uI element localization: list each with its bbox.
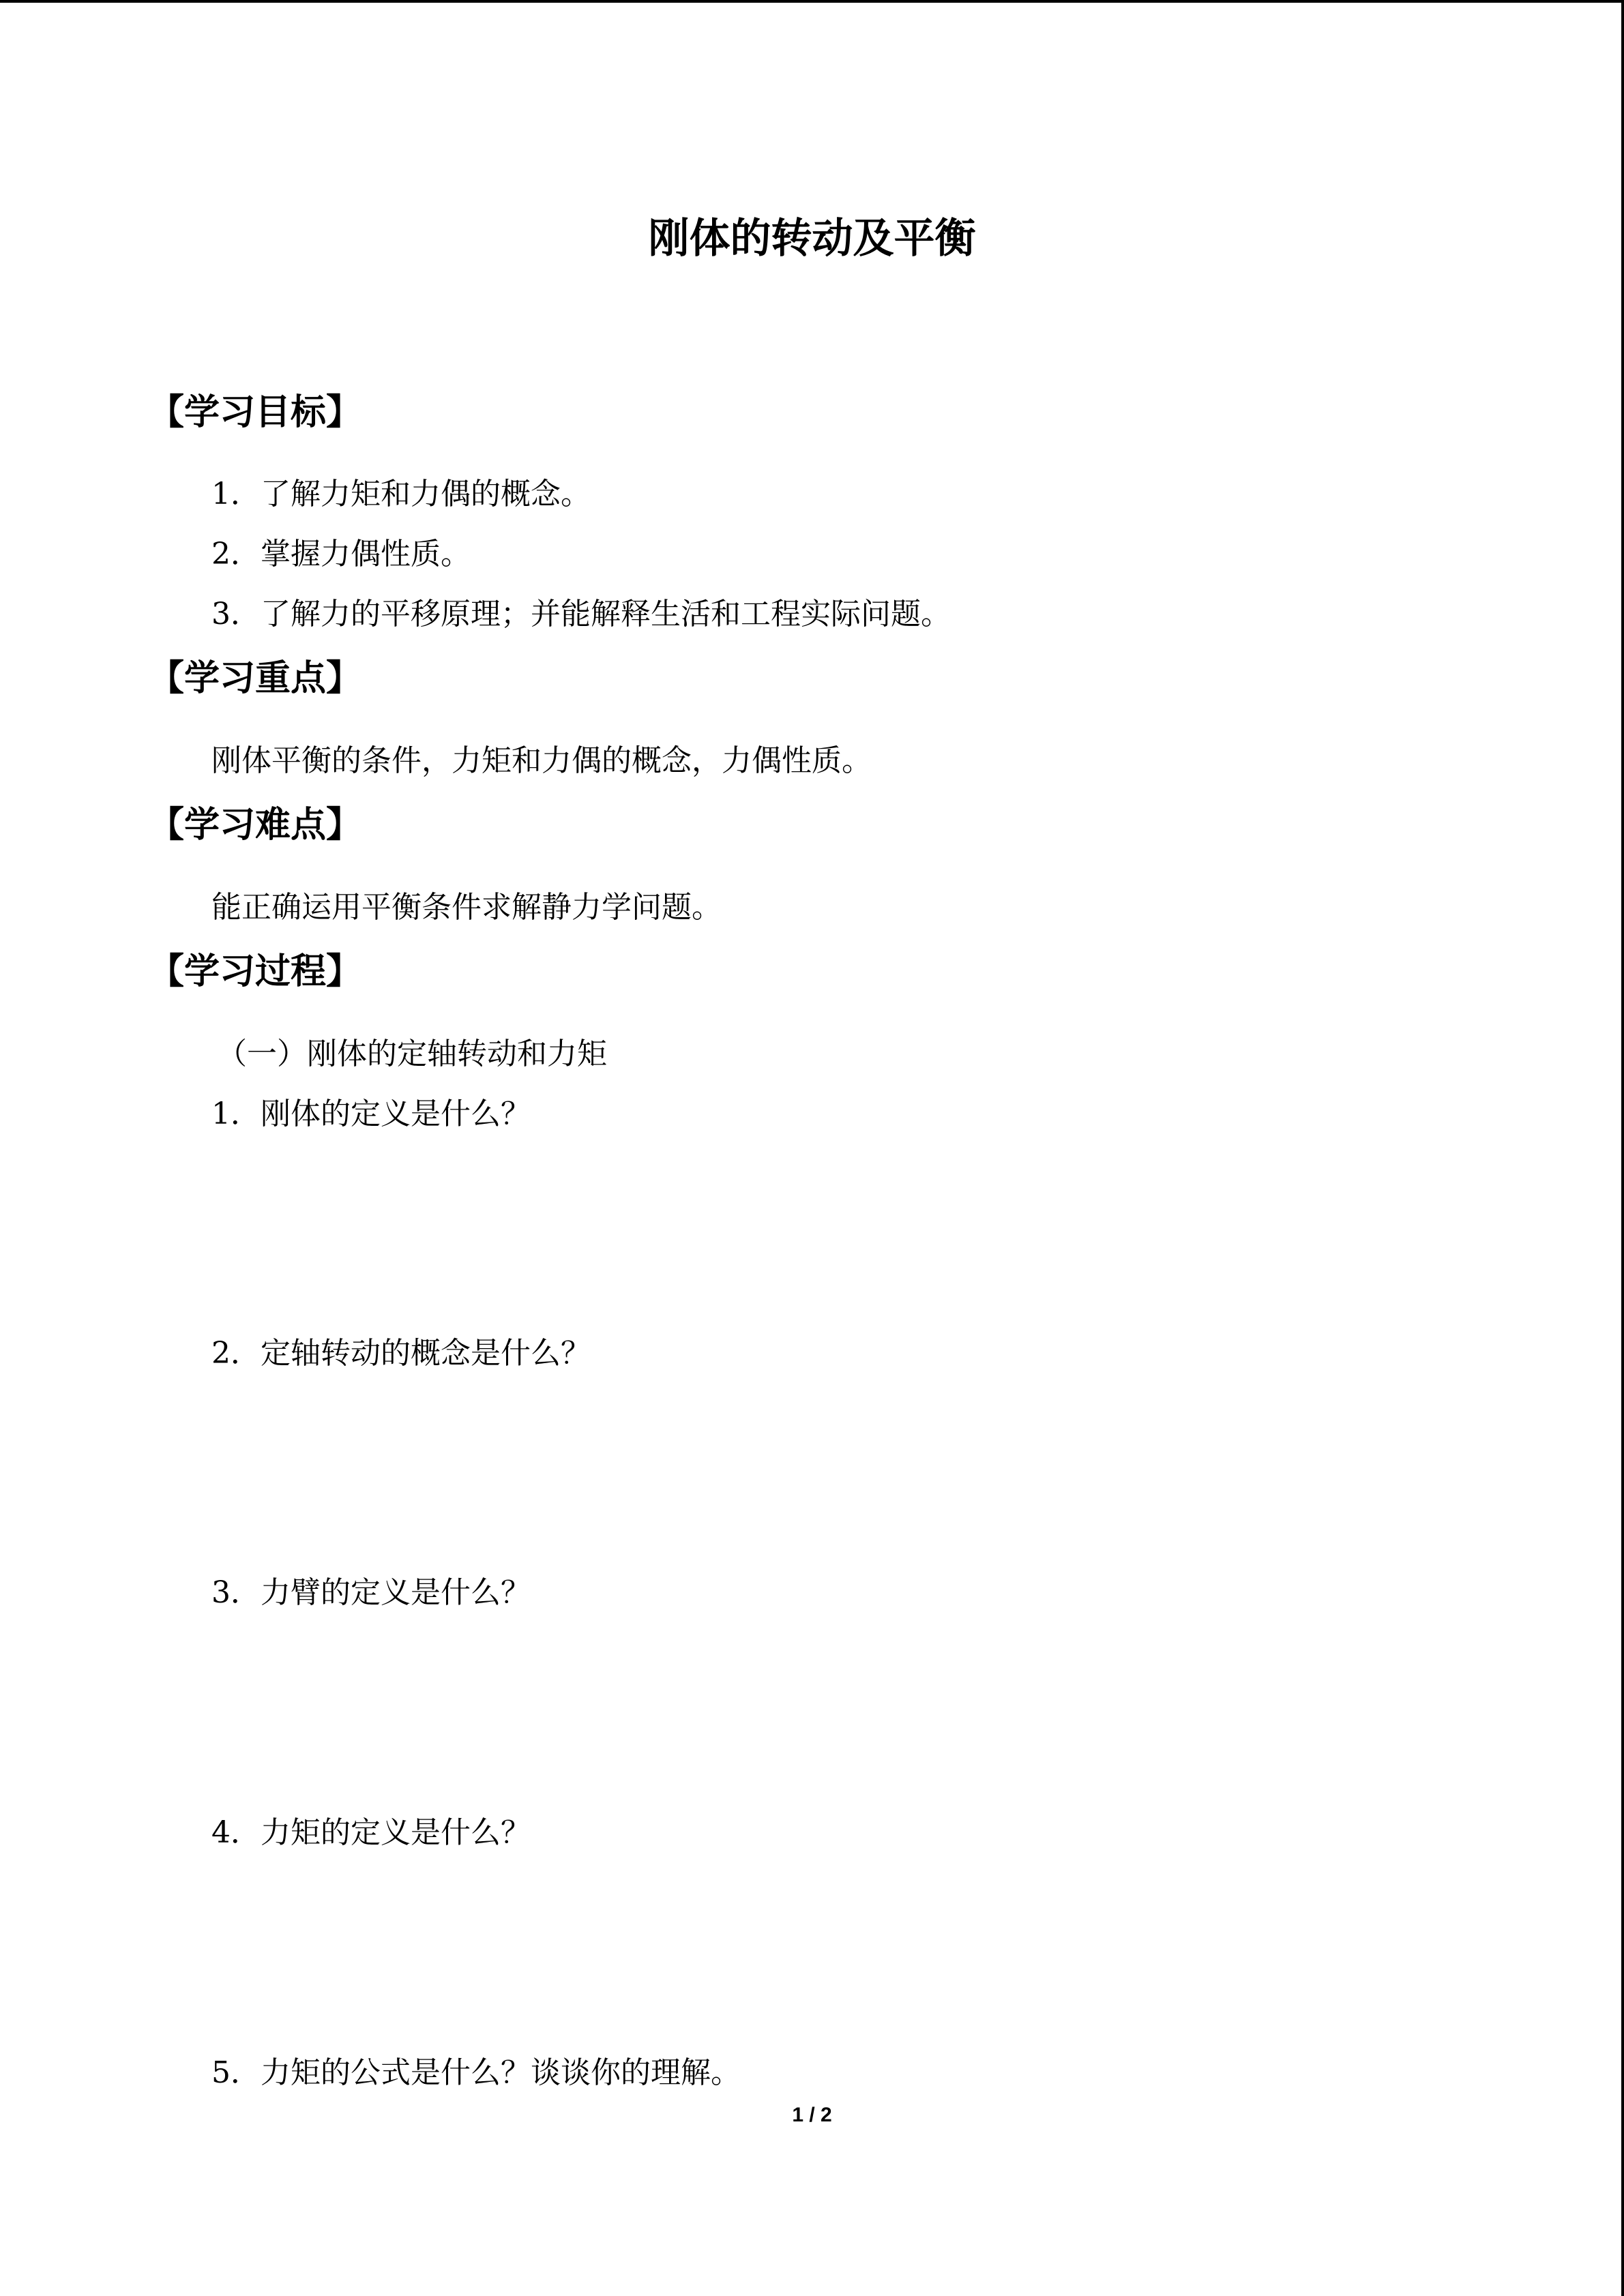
difficulties-text: 能正确运用平衡条件求解静力学问题。 [211, 890, 722, 925]
question-5: 5．力矩的公式是什么？谈谈你的理解。 [211, 2055, 741, 2090]
page-border-right [1621, 0, 1624, 2296]
page-border-top [0, 0, 1624, 3]
process-subheading: （一）刚体的定轴转动和力矩 [217, 1037, 607, 1071]
objective-item-1: 1．了解力矩和力偶的概念。 [211, 477, 591, 511]
page-title: 刚体的转动及平衡 [648, 215, 976, 263]
section-heading-process: 【学习过程】 [149, 951, 362, 992]
section-heading-key-points: 【学习重点】 [149, 658, 362, 699]
objective-item-2: 2．掌握力偶性质。 [211, 537, 471, 571]
question-4: 4．力矩的定义是什么？ [211, 1815, 531, 1850]
question-1: 1．刚体的定义是什么？ [211, 1097, 531, 1131]
key-points-text: 刚体平衡的条件，力矩和力偶的概念，力偶性质。 [211, 743, 872, 778]
section-heading-objectives: 【学习目标】 [149, 392, 362, 433]
question-2: 2．定轴转动的概念是什么？ [211, 1336, 591, 1371]
question-3: 3．力臂的定义是什么？ [211, 1575, 531, 1610]
objective-item-3: 3．了解力的平移原理；并能解释生活和工程实际问题。 [211, 597, 951, 631]
page-number: 1 / 2 [792, 2104, 832, 2126]
section-heading-difficulties: 【学习难点】 [149, 805, 362, 846]
